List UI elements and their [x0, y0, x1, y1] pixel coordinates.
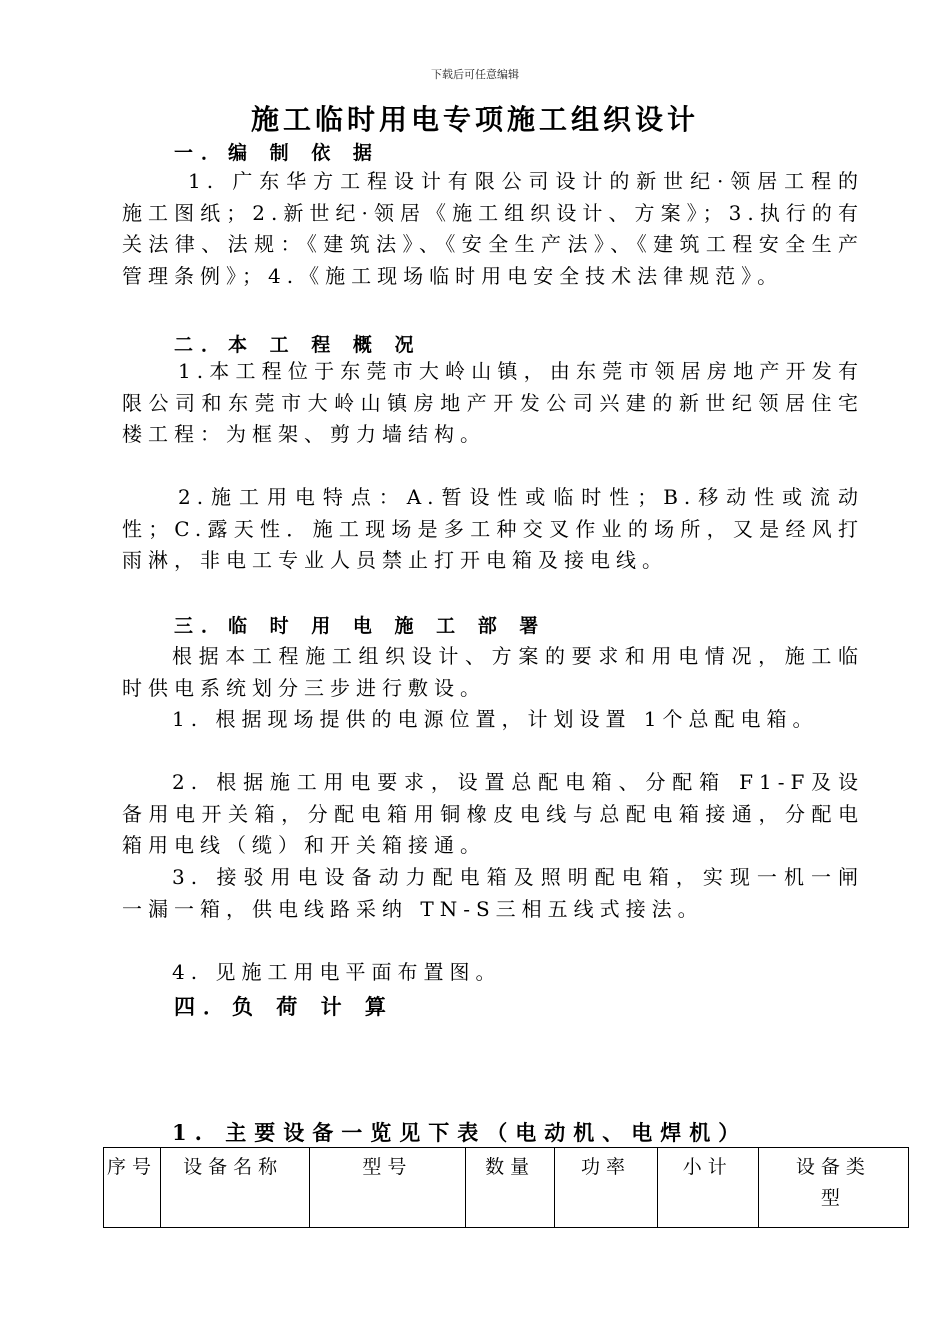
paragraph-overview-1: 1.本工程位于东莞市大岭山镇，由东莞市领居房地产开发有限公司和东莞市大岭山镇房地产开发公司兴建的新世纪领居住宅楼工程：为框架、剪力墙结构。: [122, 359, 864, 446]
col-header-power: 功率: [555, 1148, 657, 1228]
paragraph-deployment-3: 3. 接驳用电设备动力配电箱及照明配电箱，实现一机一闸一漏一箱，供电线路采纳 TN-S三相五线式接法。: [122, 865, 864, 921]
equipment-table: [103, 1147, 909, 1228]
paragraph-deployment-1: 1. 根据现场提供的电源位置，计划设置 1个总配电箱。: [172, 707, 819, 731]
paragraph-overview-2: 2.施工用电特点：A.暂设性或临时性；B.移动性或流动性；C.露天性．施工现场是多工种交叉作业的场所，又是经风打雨淋，非电工专业人员禁止打开电箱及接电线。: [122, 485, 864, 572]
paragraph-deployment-intro: 根据本工程施工组织设计、方案的要求和用电情况，施工临时供电系统划分三步进行敷设。: [122, 644, 864, 700]
col-header-name: 设备名称: [161, 1148, 310, 1228]
section-heading-overview: 二．本 工 程 概 况: [174, 334, 422, 356]
col-header-quantity: 数量: [466, 1148, 555, 1228]
section-heading-basis: 一．编 制 依 据: [174, 142, 380, 164]
table-caption: 1. 主要设备一览见下表（电动机、电焊机）: [172, 1120, 748, 1145]
section-heading-load: 四．负 荷 计 算: [174, 994, 394, 1019]
table-header-row: [104, 1148, 909, 1228]
section-heading-deployment: 三．临 时 用 电 施 工 部 署: [174, 615, 547, 637]
paragraph-basis: 1. 广东华方工程设计有限公司设计的新世纪·领居工程的施工图纸；2.新世纪·领居《施工组织设计、方案》；3.执行的有关法律、法规：《建筑法》、《安全生产法》、《建筑工程安全生产管理条例》；4.《施工现场临时用电安全技术法律规范》。: [122, 169, 864, 288]
col-header-index: 序号: [104, 1148, 161, 1228]
col-header-type: 设备类型: [758, 1148, 908, 1228]
paragraph-deployment-4: 4. 见施工用电平面布置图。: [172, 960, 502, 984]
col-header-model: 型号: [309, 1148, 465, 1228]
header-note: 下载后可任意编辑: [431, 68, 519, 81]
col-header-subtotal: 小计: [657, 1148, 758, 1228]
paragraph-deployment-2: 2. 根据施工用电要求，设置总配电箱、分配箱 F1-F及设备用电开关箱，分配电箱用铜橡皮电线与总配电箱接通，分配电箱用电线（缆）和开关箱接通。: [122, 770, 864, 857]
document-title: 施工临时用电专项施工组织设计: [250, 103, 699, 136]
